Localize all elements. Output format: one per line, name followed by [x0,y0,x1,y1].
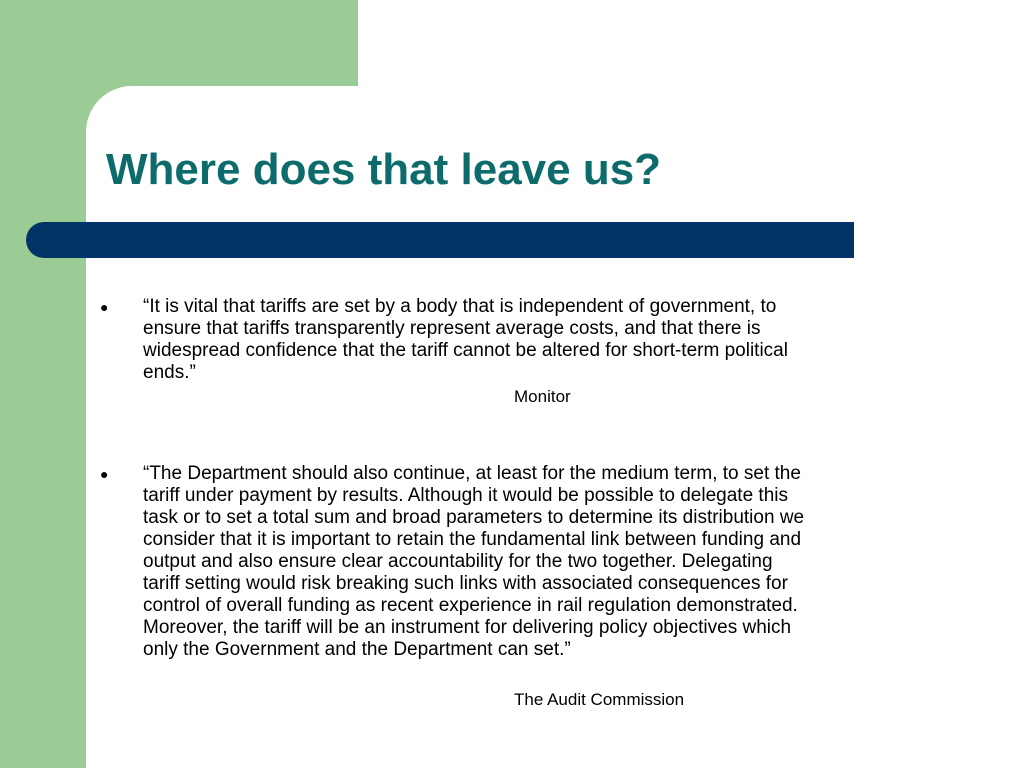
bullet-dot-icon: ● [100,466,109,482]
bullet-item-audit-commission [100,463,960,661]
quote-text: “It is vital that tariffs are set by a body that is independent of government, to ensure that tariffs transparently represent average costs, and that there is widespread confidence that the tariff cannot be altered for short-term political ends.” [143,296,788,383]
title-underline-bar [26,222,854,258]
attribution-audit-commission: The Audit Commission [514,690,685,709]
attribution-monitor: Monitor [514,387,571,406]
bullet-dot-icon: ● [100,299,109,315]
quote-text: “The Department should also continue, at least for the medium term, to set the tariff under payment by results. Although it would be possible to delegate this task or to set a total sum and broad parameters to determine its distribution we consider that it is important to retain the fundamental link between funding and output and also ensure clear accountability for the two together. Delegating tariff setting would risk breaking such links with associated consequences for control of overall funding as recent experience in rail regulation demonstrated. Moreover, the tariff will be an instrument for delivering policy objectives which only the Government and the Department can set.” [143,463,805,660]
slide-title: Where does that leave us? [106,145,662,194]
bullet-item-monitor [100,296,960,384]
